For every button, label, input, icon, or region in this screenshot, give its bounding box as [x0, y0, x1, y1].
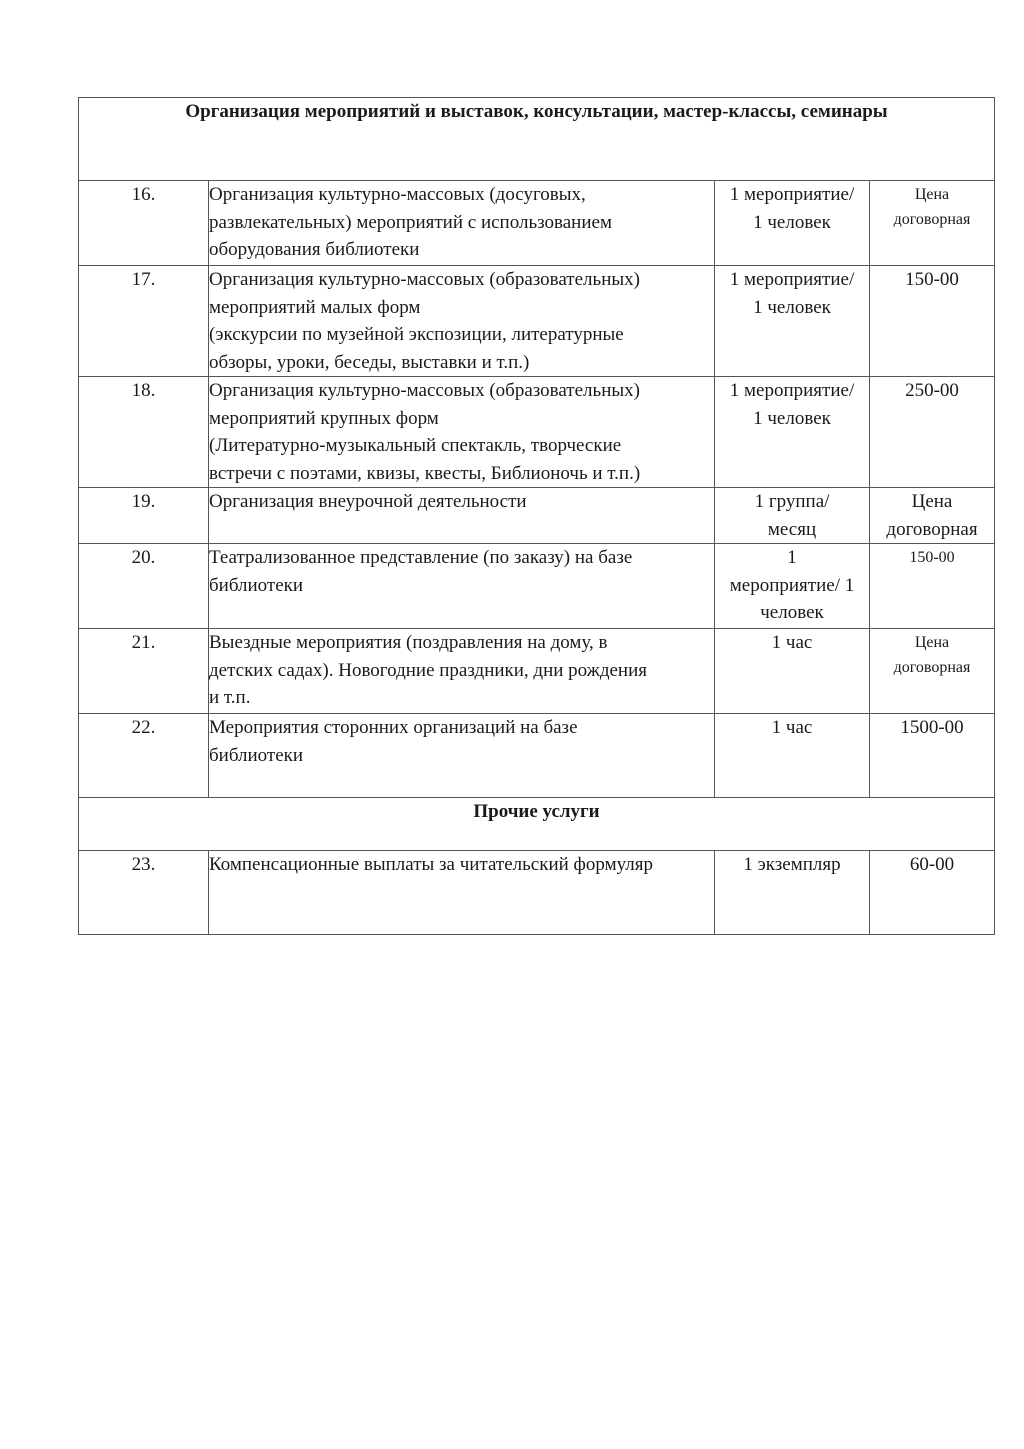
table-row [79, 266, 995, 377]
service-unit: 1 экземпляр [715, 851, 870, 935]
row-number: 21. [79, 629, 209, 714]
service-unit: 1 час [715, 629, 870, 714]
row-number: 17. [79, 266, 209, 377]
section-row-other [79, 798, 995, 851]
table-row [79, 544, 995, 629]
service-description: Организация внеурочной деятельности [209, 488, 715, 544]
service-description: Выездные мероприятия (поздравления на дому, в детских садах). Новогодние праздники, дни рождения и т.п. [209, 629, 715, 714]
service-unit: 1 мероприятие/ 1 человек [715, 544, 870, 629]
service-price: 150-00 [870, 544, 995, 629]
service-unit: 1 мероприятие/ 1 человек [715, 377, 870, 488]
service-unit: 1 мероприятие/ 1 человек [715, 181, 870, 266]
service-price: 150-00 [870, 266, 995, 377]
row-number: 20. [79, 544, 209, 629]
price-table [78, 97, 995, 935]
service-price: 1500-00 [870, 714, 995, 798]
service-price: Цена договорная [870, 629, 995, 714]
section-title-events: Организация мероприятий и выставок, консультации, мастер-классы, семинары [79, 98, 995, 181]
service-description: Компенсационные выплаты за читательский формуляр [209, 851, 715, 935]
table-row [79, 714, 995, 798]
row-number: 19. [79, 488, 209, 544]
service-price: 60-00 [870, 851, 995, 935]
service-description: Организация культурно-массовых (образовательных) мероприятий малых форм (экскурсии по музейной экспозиции, литературные обзоры, уроки, беседы, выставки и т.п.) [209, 266, 715, 377]
service-unit: 1 группа/ месяц [715, 488, 870, 544]
row-number: 16. [79, 181, 209, 266]
service-price: Цена договорная [870, 488, 995, 544]
table-row [79, 377, 995, 488]
table-row [79, 181, 995, 266]
section-title-other: Прочие услуги [79, 798, 995, 851]
table-row [79, 851, 995, 935]
service-description: Театрализованное представление (по заказу) на базе библиотеки [209, 544, 715, 629]
row-number: 22. [79, 714, 209, 798]
service-price: 250-00 [870, 377, 995, 488]
service-unit: 1 час [715, 714, 870, 798]
service-description: Организация культурно-массовых (образовательных) мероприятий крупных форм (Литературно-музыкальный спектакль, творческие встречи с поэтами, квизы, квесты, Библионочь и т.п.) [209, 377, 715, 488]
service-unit: 1 мероприятие/ 1 человек [715, 266, 870, 377]
service-description: Организация культурно-массовых (досуговых, развлекательных) мероприятий с использованием оборудования библиотеки [209, 181, 715, 266]
table-row [79, 488, 995, 544]
row-number: 23. [79, 851, 209, 935]
row-number: 18. [79, 377, 209, 488]
service-price: Цена договорная [870, 181, 995, 266]
table-row [79, 629, 995, 714]
section-row-events [79, 98, 995, 181]
service-description: Мероприятия сторонних организаций на базе библиотеки [209, 714, 715, 798]
